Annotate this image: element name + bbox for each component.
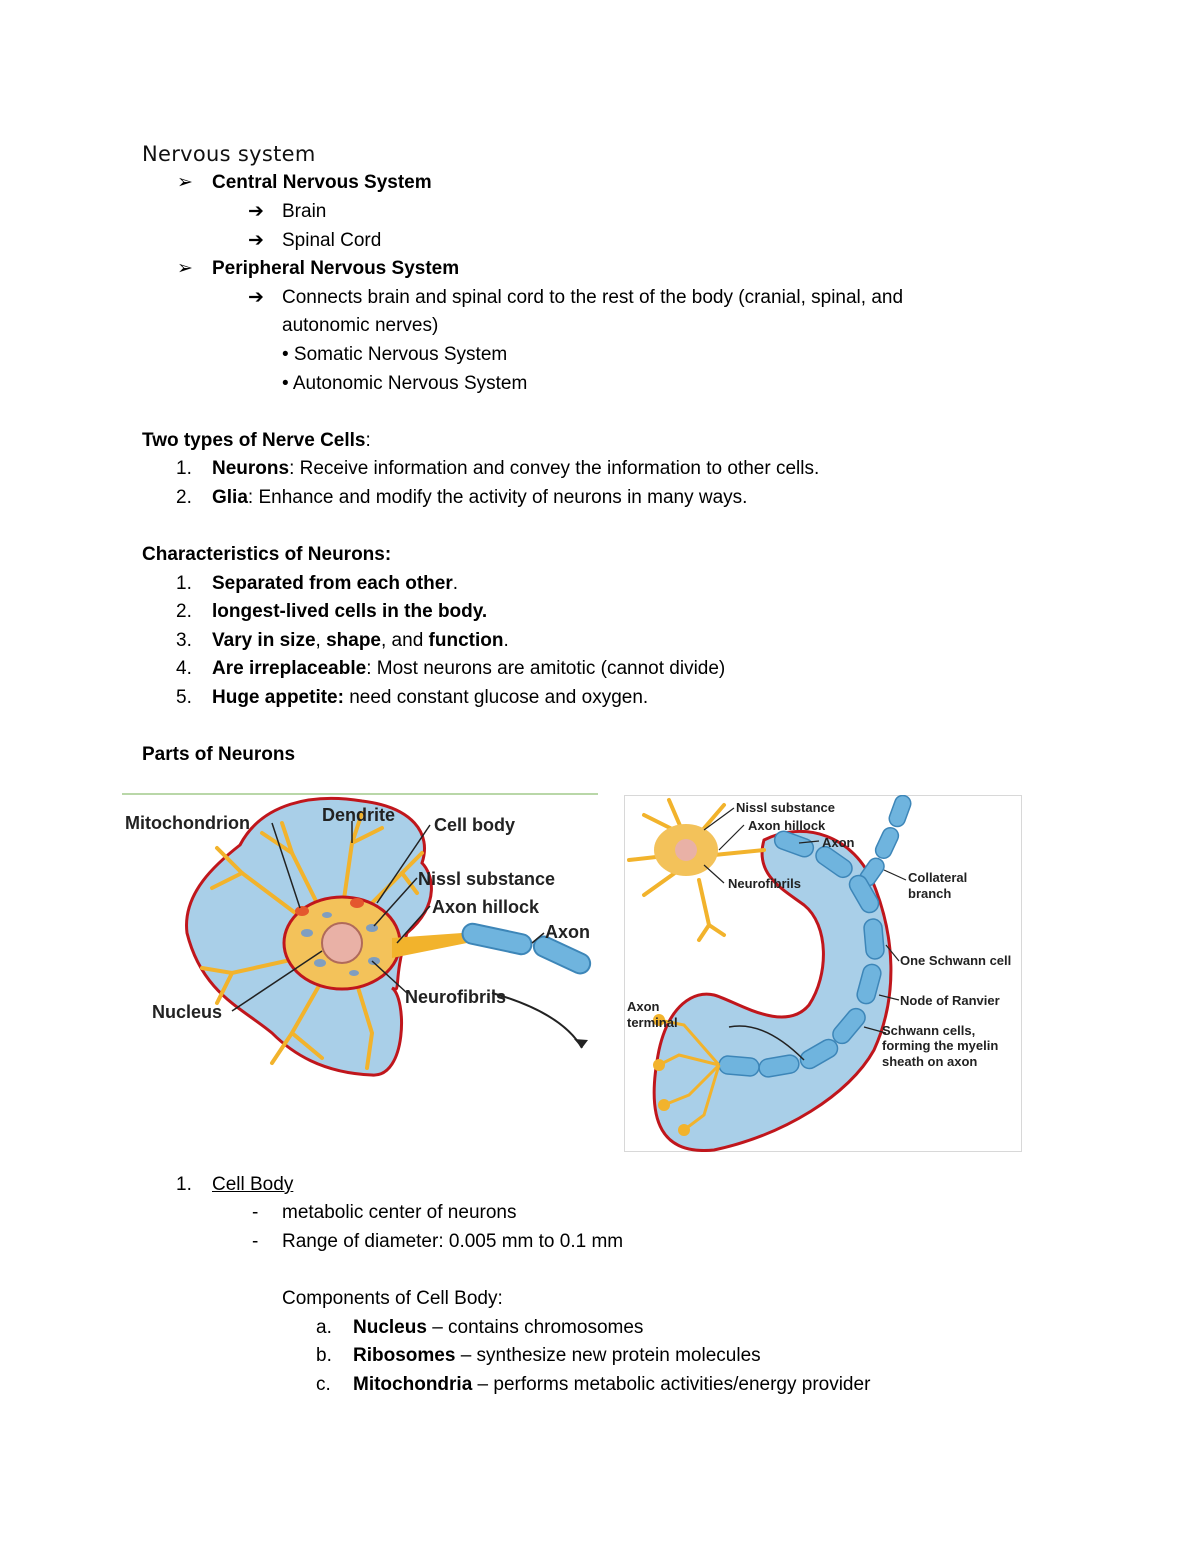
sub-arrow-icon: ➔ bbox=[248, 201, 264, 222]
label-neurofibrils: Neurofibrils bbox=[405, 987, 507, 1007]
component-letter: a. bbox=[316, 1317, 332, 1338]
label-nissl: Nissl substance bbox=[418, 869, 556, 889]
pns-heading: Peripheral Nervous System bbox=[212, 258, 460, 279]
label-schwann-cells-3: sheath on axon bbox=[882, 1054, 978, 1069]
dash: - bbox=[252, 1231, 259, 1252]
pns-description-line1: Connects brain and spinal cord to the rest of the body (cranial, spinal, and bbox=[282, 287, 904, 308]
label-collateral-2: branch bbox=[908, 886, 952, 901]
nerve-cells-heading: Two types of Nerve Cells: bbox=[142, 430, 371, 451]
neuron-diagram-right bbox=[624, 795, 1022, 1152]
page-title: Nervous system bbox=[142, 142, 316, 166]
components-heading: Components of Cell Body: bbox=[282, 1288, 503, 1309]
char-num: 3. bbox=[176, 630, 192, 651]
label-mitochondrion: Mitochondrion bbox=[125, 813, 250, 833]
component-letter: c. bbox=[316, 1374, 331, 1395]
char-item-3: Vary in size, shape, and function. bbox=[212, 630, 509, 651]
cns-spinal-cord: Spinal Cord bbox=[282, 230, 382, 251]
sub-arrow-icon: ➔ bbox=[248, 230, 264, 251]
label-axon-terminal-1: Axon bbox=[627, 999, 660, 1014]
pns-somatic: • Somatic Nervous System bbox=[282, 344, 508, 365]
char-item-4: Are irreplaceable: Most neurons are amitotic (cannot divide) bbox=[212, 658, 726, 679]
label-axon-hillock-right: Axon hillock bbox=[748, 818, 826, 833]
label-neurofibrils-right: Neurofibrils bbox=[728, 876, 801, 891]
label-axon-hillock: Axon hillock bbox=[432, 897, 540, 917]
component-ribosomes: Ribosomes – synthesize new protein molecules bbox=[353, 1345, 761, 1366]
bullet-arrow-icon: ➢ bbox=[177, 172, 193, 193]
label-ranvier: Node of Ranvier bbox=[900, 993, 1000, 1008]
bullet-arrow-icon: ➢ bbox=[177, 258, 193, 279]
component-mitochondria: Mitochondria – performs metabolic activities/energy provider bbox=[353, 1374, 871, 1395]
nerve-cell-glia: Glia: Enhance and modify the activity of neurons in many ways. bbox=[212, 487, 748, 508]
label-axon-right: Axon bbox=[822, 835, 855, 850]
component-letter: b. bbox=[316, 1345, 332, 1366]
label-schwann-cells-2: forming the myelin bbox=[882, 1038, 999, 1053]
cell-body-num: 1. bbox=[176, 1174, 192, 1195]
sub-arrow-icon: ➔ bbox=[248, 287, 264, 308]
cns-heading: Central Nervous System bbox=[212, 172, 432, 193]
nerve-cell-num: 2. bbox=[176, 487, 192, 508]
char-num: 4. bbox=[176, 658, 192, 679]
nucleus-shape bbox=[322, 923, 362, 963]
parts-heading: Parts of Neurons bbox=[142, 744, 296, 765]
char-item-1: Separated from each other. bbox=[212, 573, 459, 594]
mitochondria-shape bbox=[295, 906, 309, 916]
label-axon: Axon bbox=[545, 922, 590, 942]
cell-body-bullet-2: Range of diameter: 0.005 mm to 0.1 mm bbox=[282, 1231, 624, 1252]
char-item-2: longest-lived cells in the body. bbox=[212, 601, 488, 622]
cell-body-bullet-1: metabolic center of neurons bbox=[282, 1202, 517, 1223]
label-nucleus: Nucleus bbox=[152, 1002, 223, 1022]
component-nucleus: Nucleus – contains chromosomes bbox=[353, 1317, 644, 1338]
label-collateral-1: Collateral bbox=[908, 870, 968, 885]
char-num: 2. bbox=[176, 601, 192, 622]
label-nissl-right: Nissl substance bbox=[736, 800, 835, 815]
cns-brain: Brain bbox=[282, 201, 327, 222]
label-dendrite: Dendrite bbox=[322, 805, 396, 825]
neuron-diagram-left bbox=[122, 793, 598, 1079]
nerve-cell-num: 1. bbox=[176, 458, 192, 479]
nerve-cell-neurons: Neurons: Receive information and convey the information to other cells. bbox=[212, 458, 820, 479]
dash: - bbox=[252, 1202, 259, 1223]
pns-autonomic: • Autonomic Nervous System bbox=[282, 373, 528, 394]
char-num: 5. bbox=[176, 687, 192, 708]
label-axon-terminal-2: terminal bbox=[627, 1015, 678, 1030]
char-item-5: Huge appetite: need constant glucose and oxygen. bbox=[212, 687, 649, 708]
cell-body-heading: Cell Body bbox=[212, 1174, 294, 1195]
characteristics-heading: Characteristics of Neurons: bbox=[142, 544, 392, 565]
char-num: 1. bbox=[176, 573, 192, 594]
pns-description-line2: autonomic nerves) bbox=[282, 315, 439, 336]
label-schwann-cells-1: Schwann cells, bbox=[882, 1023, 976, 1038]
label-cell-body: Cell body bbox=[434, 815, 516, 835]
label-schwann: One Schwann cell bbox=[900, 953, 1012, 968]
